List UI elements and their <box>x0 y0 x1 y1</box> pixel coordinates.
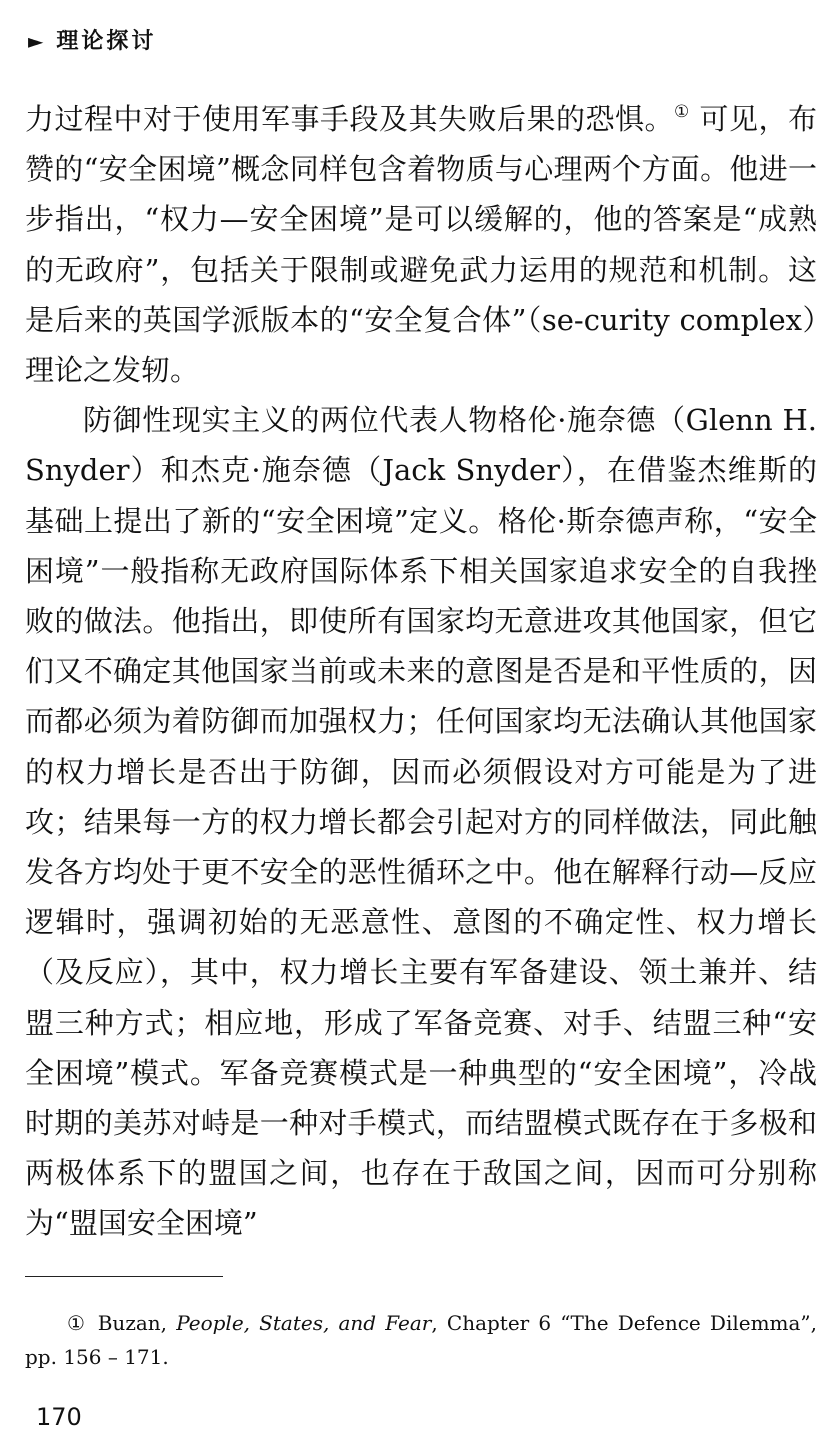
footnote-author: Buzan, <box>97 1311 168 1335</box>
footnote-number: ① <box>67 1311 88 1335</box>
footnote-details: , Chapter 6 “The Defence Dilemma”, pp. 156 – 171. <box>25 1311 818 1369</box>
main-text <box>25 94 817 1249</box>
footnote <box>25 1306 817 1374</box>
paragraph-1-part-b: 可见，布赞的“安全困境”概念同样包含着物质与心理两个方面。他进一步指出，“权力—安全困境”是可以缓解的，他的答案是“成熟的无政府”，包括关于限制或避免武力运用的规范和机制。这是后来的英国学派版本的“安全复合体”（se-curity complex）理论之发轫。 <box>25 102 817 388</box>
paragraph-2: 防御性现实主义的两位代表人物格伦·施奈德（Glenn H. Snyder）和杰克·施奈德（Jack Snyder），在借鉴杰维斯的基础上提出了新的“安全困境”定义。格伦·斯奈德声称，“安全困境”一般指称无政府国际体系下相关国家追求安全的自我挫败的做法。他指出，即使所有国家均无意进攻其他国家，但它们又不确定其他国家当前或未来的意图是否是和平性质的，因而都必须为着防御而加强权力；任何国家均无法确认其他国家的权力增长是否出于防御，因而必须假设对方可能是为了进攻；结果每一方的权力增长都会引起对方的同样做法，同此触发各方均处于更不安全的恶性循环之中。他在解释行动—反应逻辑时，强调初始的无恶意性、意图的不确定性、权力增长（及反应），其中，权力增长主要有军备建设、领土兼并、结盟三种方式；相应地，形成了军备竞赛、对手、结盟三种“安全困境”模式。军备竞赛模式是一种典型的“安全困境”，冷战时期的美苏对峙是一种对手模式，而结盟模式既存在于多极和两极体系下的盟国之间，也存在于敌国之间，因而可分别称为“盟国安全困境” <box>25 403 817 1241</box>
page-number: 170 <box>36 1403 82 1431</box>
footnote-divider <box>25 1276 223 1277</box>
paragraph-1 <box>25 94 817 395</box>
running-header <box>28 24 156 55</box>
footnote-reference[interactable]: ① <box>674 102 690 122</box>
footnote-book-title: People, States, and Fear <box>176 1311 432 1335</box>
paragraph-1-part-a: 力过程中对于使用军事手段及其失败后果的恐惧。 <box>25 102 675 136</box>
section-title: 理论探讨 <box>56 29 157 54</box>
triangle-marker-icon: ► <box>28 29 47 53</box>
